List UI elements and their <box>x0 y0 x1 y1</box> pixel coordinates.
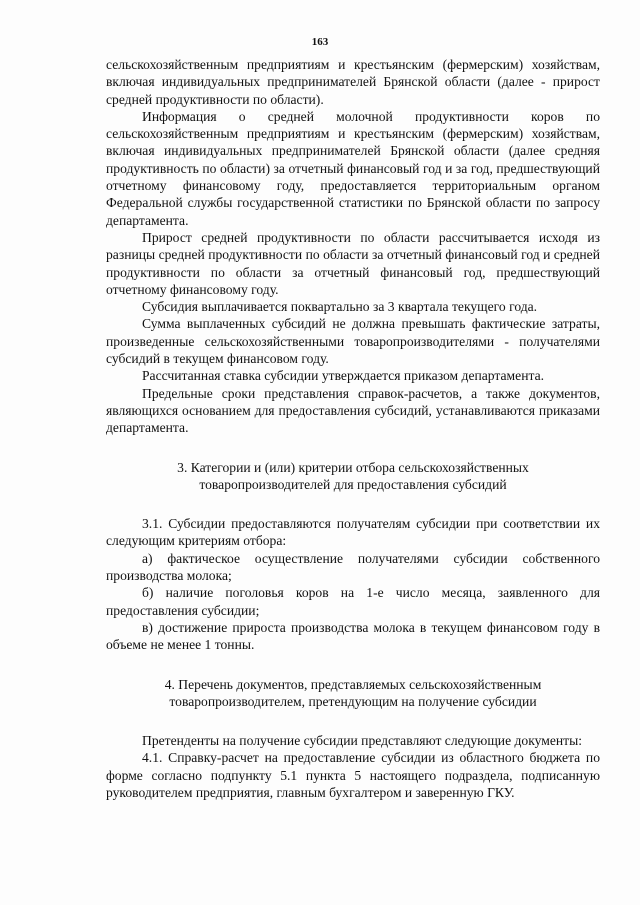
list-item: в) достижение прироста производства молока в текущем финансовом году в объеме не менее 1 тонны. <box>106 619 600 653</box>
paragraph: Предельные сроки представления справок-расчетов, а также документов, являющихся основанием для предоставления субсидий, устанавливаются приказами департамента. <box>106 385 600 436</box>
paragraph: Рассчитанная ставка субсидии утверждается приказом департамента. <box>142 368 545 384</box>
paragraph: Прирост средней продуктивности по области рассчитывается исходя из разницы средней продуктивности по области за отчетный финансовый год и средней продуктивности по области за отчетный финансовый год, предшествующий отчетному финансовому году. <box>106 229 600 297</box>
paragraph: 3.1. Субсидии предоставляются получателям субсидии при соответствии их следующим критериям отбора: <box>106 516 600 549</box>
paragraph: Претенденты на получение субсидии представляют следующие документы: <box>142 733 583 749</box>
paragraph: Субсидия выплачивается поквартально за 3 квартала текущего года. <box>142 299 538 315</box>
paragraph: Информация о средней молочной продуктивности коров по сельскохозяйственным предприятиям и крестьянским (фермерским) хозяйствам, включая индивидуальных предпринимателей Брянской области (далее средняя продуктивность по области) за отчетный финансовый год и за год, предшествующий отчетному финансовому году, предоставляется территориальным органом Федеральной службы государственной статистики по Брянской области по запросу департамента. <box>106 108 600 228</box>
paragraph: Сумма выплаченных субсидий не должна превышать фактические затраты, произведенные сельскохозяйственными товаропроизводителями - получателями субсидий в текущем финансовом году. <box>106 316 600 367</box>
list-item: а) фактическое осуществление получателями субсидии собственного производства молока; <box>106 550 600 584</box>
list-item: б) наличие поголовья коров на 1-е число месяца, заявленного для предоставления субсидии; <box>106 585 600 618</box>
section-heading-3: 3. Категории и (или) критерии отбора сельскохозяйственных товаропроизводителей для предоставления субсидий <box>177 459 529 492</box>
page-number: 163 <box>311 36 329 48</box>
document-body <box>106 56 600 801</box>
paragraph: сельскохозяйственным предприятиям и крестьянским (фермерским) хозяйствам, включая индивидуальных предпринимателей Брянской области (далее - прирост средней продуктивности по области). <box>106 57 600 107</box>
paragraph: 4.1. Справку-расчет на предоставление субсидии из областного бюджета по форме согласно подпункту 5.1 пункта 5 настоящего подраздела, подписанную руководителем предприятия, главным бухгалтером и заверенную ГКУ. <box>106 750 600 800</box>
section-heading-4: 4. Перечень документов, представляемых сельскохозяйственным товаропроизводителем, претендующим на получение субсидии <box>164 676 542 709</box>
